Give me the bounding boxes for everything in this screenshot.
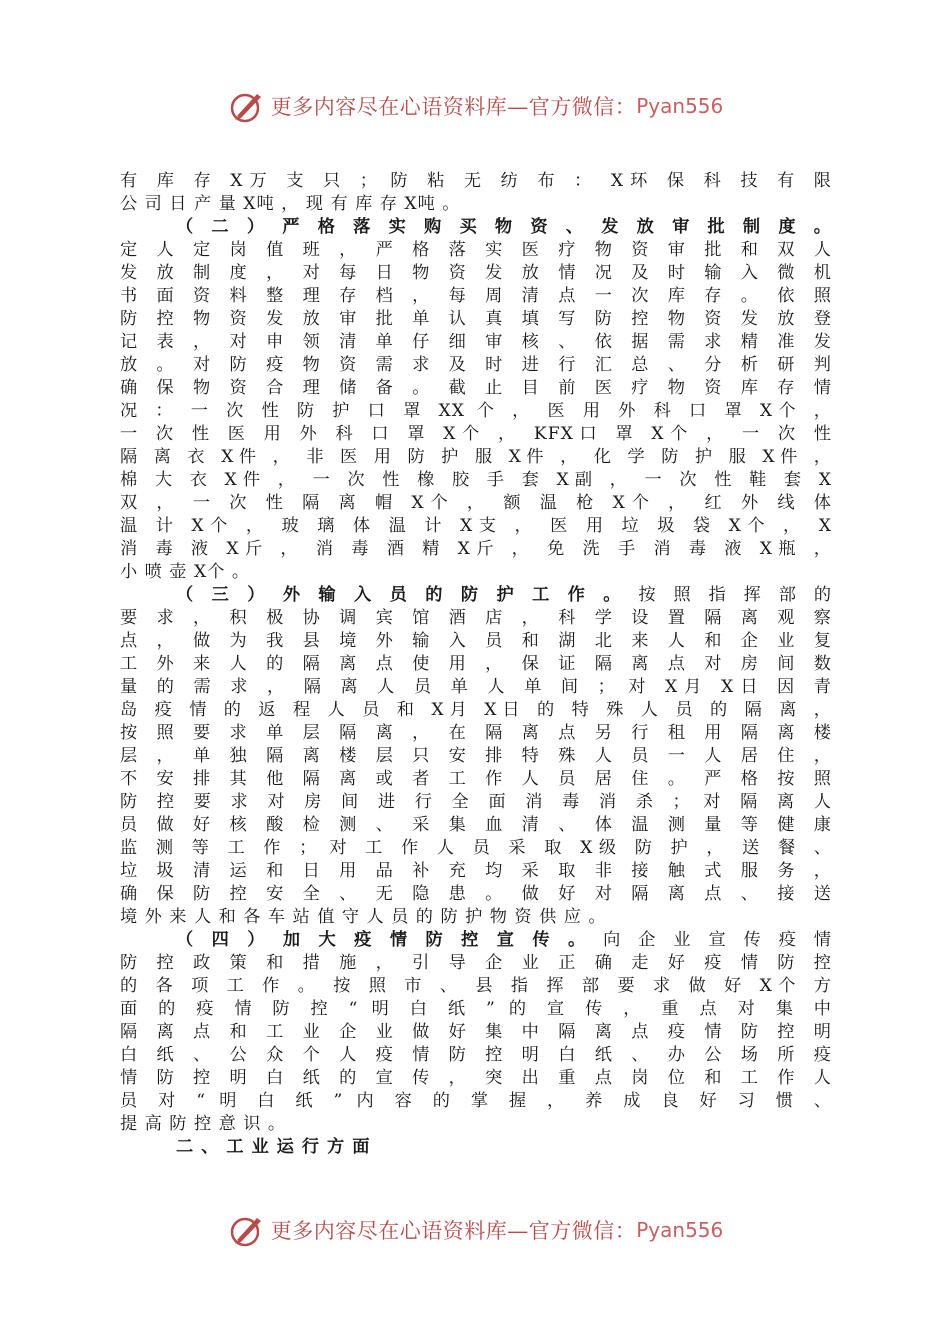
text-run: 温 计 X个 ， 玻 璃 体 温 计 X支 ， 医 用 垃 圾 袋 X个 ， X (120, 516, 832, 536)
watermark-text: 更多内容尽在心语资料库—官方微信： (270, 95, 637, 119)
text-run: 况 ： 一 次 性 防 护 口 罩 XX 个 ， 医 用 外 科 口 罩 X个 ， (120, 401, 832, 421)
text-line (120, 515, 832, 538)
watermark-banner-bottom (0, 1208, 950, 1252)
watermark-wechat: Pyan556 (636, 1218, 724, 1242)
text-run: 棉 大 衣 X件 ， 一 次 性 橡 胶 手 套 X副 ， 一 次 性 鞋 套 X (120, 470, 832, 490)
text-run: 确 保 物 资 合 理 储 备 。 截 止 目 前 医 疗 物 资 库 存 情 (120, 378, 832, 398)
text-run: 双 ， 一 次 性 隔 离 帽 X个 ， 额 温 枪 X个 ， 红 外 线 体 (120, 493, 832, 513)
text-run: 的 各 项 工 作 。 按 照 市 、 县 指 挥 部 要 求 做 好 X个 方 (120, 976, 832, 996)
text-line (120, 354, 832, 377)
text-line (120, 538, 832, 561)
text-line (120, 768, 832, 791)
text-line (120, 377, 832, 400)
text-line (120, 239, 832, 262)
text-run: 境 外 来 人 和 各 车 站 值 守 人 员 的 防 护 物 资 供 应 。 (120, 907, 607, 927)
text-line (120, 423, 832, 446)
text-run: 一 次 性 医 用 外 科 口 罩 X个 ， KFX口 罩 X个 ， 一 次 性 (120, 424, 832, 444)
text-line (120, 607, 832, 630)
text-run: 提 高 防 控 意 识 。 (120, 1114, 287, 1134)
text-run: 向 企 业 宣 传 疫 情 (591, 930, 832, 950)
text-run: 书 面 资 料 整 理 存 档 ， 每 周 清 点 一 次 库 存 。 依 照 (120, 286, 832, 306)
text-run: 放 。 对 防 疫 物 资 需 求 及 时 进 行 汇 总 、 分 析 研 判 (120, 355, 832, 375)
text-line (120, 883, 832, 906)
text-line (120, 676, 832, 699)
watermark-banner-top (0, 84, 950, 128)
text-line (120, 584, 832, 607)
text-line (120, 193, 832, 216)
text-run: 岛 疫 情 的 返 程 人 员 和 X月 X日 的 特 殊 人 员 的 隔 离 ， (120, 700, 832, 720)
text-line (120, 722, 832, 745)
text-line (120, 492, 832, 515)
text-run: 有 库 存 X万 支 只 ； 防 粘 无 纺 布 ： X环 保 科 技 有 限 (120, 171, 832, 191)
text-line (120, 998, 832, 1021)
section-heading: （ 二 ） 严 格 落 实 购 买 物 资 、 发 放 审 批 制 度 。 (176, 217, 832, 237)
text-run: 防 控 政 策 和 措 施 ， 引 导 企 业 正 确 走 好 疫 情 防 控 (120, 953, 832, 973)
text-line (120, 446, 832, 469)
text-run: 隔 离 点 和 工 业 企 业 做 好 集 中 隔 离 点 疫 情 防 控 明 (120, 1022, 832, 1042)
text-run: 垃 圾 清 运 和 日 用 品 补 充 均 采 取 非 接 触 式 服 务 ， (120, 861, 832, 881)
text-line (120, 952, 832, 975)
watermark-wechat: Pyan556 (636, 94, 724, 118)
text-line (120, 745, 832, 768)
text-run: 不 安 排 其 他 隔 离 或 者 工 作 人 员 居 住 。 严 格 按 照 (120, 769, 832, 789)
text-line (120, 906, 832, 929)
text-line (120, 1090, 832, 1113)
text-line (120, 1136, 832, 1159)
text-line (120, 561, 832, 584)
text-run: 要 求 ， 积 极 协 调 宾 馆 酒 店 ， 科 学 设 置 隔 离 观 察 (120, 608, 832, 628)
text-run: 点 ， 做 为 我 县 境 外 输 入 员 和 湖 北 来 人 和 企 业 复 (120, 631, 832, 651)
text-run: 按 照 要 求 单 层 隔 离 ， 在 隔 离 点 另 行 租 用 隔 离 楼 (120, 723, 832, 743)
text-line (120, 1067, 832, 1090)
text-run: 按 照 指 挥 部 的 (626, 585, 833, 605)
text-run: 员 做 好 核 酸 检 测 、 采 集 血 清 、 体 温 测 量 等 健 康 (120, 815, 832, 835)
text-run: 员 对 “ 明 白 纸 ” 内 容 的 掌 握 ， 养 成 良 好 习 惯 、 (120, 1091, 832, 1111)
text-run: 情 防 控 明 白 纸 的 宣 传 ， 突 出 重 点 岗 位 和 工 作 人 (120, 1068, 832, 1088)
text-run: 面 的 疫 情 防 控 “ 明 白 纸 ” 的 宣 传 ， 重 点 对 集 中 (120, 999, 832, 1019)
text-line (120, 285, 832, 308)
text-line (120, 791, 832, 814)
text-run: 发 放 制 度 ， 对 每 日 物 资 发 放 情 况 及 时 输 入 微 机 (120, 263, 832, 283)
text-line (120, 1113, 832, 1136)
text-run: 工 外 来 人 的 隔 离 点 使 用 ， 保 证 隔 离 点 对 房 间 数 (120, 654, 832, 674)
text-line (120, 653, 832, 676)
text-line (120, 469, 832, 492)
text-run: 定 人 定 岗 值 班 ， 严 格 落 实 医 疗 物 资 审 批 和 双 人 (120, 240, 832, 260)
text-run: 小 喷 壶 X个 。 (120, 562, 251, 582)
text-run: 公 司 日 产 量 X吨 ， 现 有 库 存 X吨 。 (120, 194, 461, 214)
text-line (120, 860, 832, 883)
text-line (120, 262, 832, 285)
text-line (120, 308, 832, 331)
text-line (120, 400, 832, 423)
text-line (120, 814, 832, 837)
text-line (120, 975, 832, 998)
text-line (120, 1044, 832, 1067)
section-heading: （ 三 ） 外 输 入 员 的 防 护 工 作 。 (176, 585, 627, 605)
text-run: 防 控 要 求 对 房 间 进 行 全 面 消 毒 消 杀 ； 对 隔 离 人 (120, 792, 832, 812)
text-run: 隔 离 衣 X件 ， 非 医 用 防 护 服 X件 ， 化 学 防 护 服 X件 ， (120, 447, 832, 467)
text-run: 白 纸 、 公 众 个 人 疫 情 防 控 明 白 纸 、 办 公 场 所 疫 (120, 1045, 832, 1065)
text-line (120, 170, 832, 193)
text-line (120, 630, 832, 653)
section-heading: 二 、 工 业 运 行 方 面 (176, 1137, 371, 1157)
text-line (120, 1021, 832, 1044)
section-heading: （ 四 ） 加 大 疫 情 防 控 宣 传 。 (176, 930, 592, 950)
text-run: 层 ， 单 独 隔 离 楼 层 只 安 排 特 殊 人 员 一 人 居 住 ， (120, 746, 832, 766)
text-line (120, 929, 832, 952)
text-run: 监 测 等 工 作 ； 对 工 作 人 员 采 取 X级 防 护 ， 送 餐 、 (120, 838, 832, 858)
pen-logo-icon (227, 86, 267, 126)
pen-logo-icon (227, 1210, 267, 1250)
text-line (120, 331, 832, 354)
text-run: 消 毒 液 X斤 ， 消 毒 酒 精 X斤 ， 免 洗 手 消 毒 液 X瓶 ， (120, 539, 832, 559)
text-line (120, 837, 832, 860)
document-body (120, 170, 832, 1159)
text-run: 确 保 防 控 安 全 、 无 隐 患 。 做 好 对 隔 离 点 、 接 送 (120, 884, 832, 904)
text-run: 记 表 ， 对 申 领 清 单 仔 细 审 核 、 依 据 需 求 精 准 发 (120, 332, 832, 352)
text-line (120, 699, 832, 722)
text-run: 量 的 需 求 ， 隔 离 人 员 单 人 单 间 ； 对 X月 X日 因 青 (120, 677, 832, 697)
watermark-text: 更多内容尽在心语资料库—官方微信： (270, 1219, 637, 1243)
text-run: 防 控 物 资 发 放 审 批 单 认 真 填 写 防 控 物 资 发 放 登 (120, 309, 832, 329)
text-line (120, 216, 832, 239)
